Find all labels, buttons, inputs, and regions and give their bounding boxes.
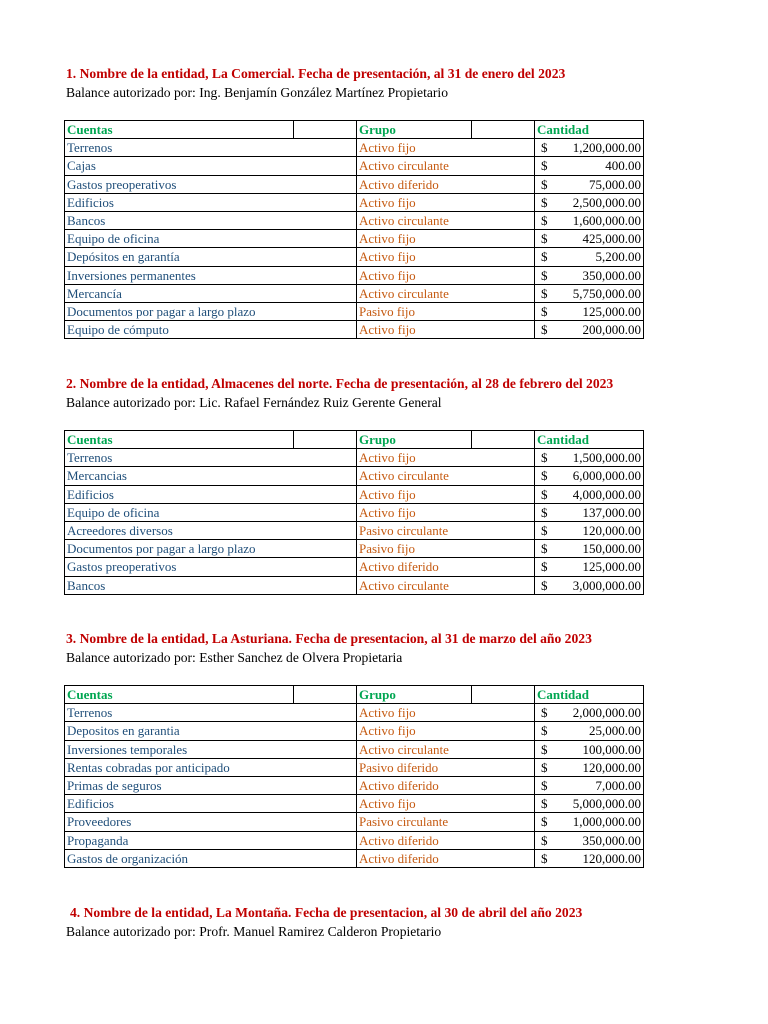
balance-table bbox=[64, 430, 644, 595]
grupo-cell: Activo fijo bbox=[357, 449, 535, 467]
cantidad-cell bbox=[535, 722, 644, 740]
amount-value: 120,000.00 bbox=[582, 850, 641, 866]
cantidad-cell bbox=[535, 248, 644, 266]
cantidad-cell bbox=[535, 558, 644, 576]
grupo-cell: Activo fijo bbox=[357, 485, 535, 503]
amount-value: 425,000.00 bbox=[582, 231, 641, 247]
amount-value: 5,000,000.00 bbox=[572, 796, 641, 812]
header-cantidad: Cantidad bbox=[535, 121, 644, 139]
cuenta-cell: Edificios bbox=[65, 193, 357, 211]
currency-symbol: $ bbox=[541, 285, 548, 301]
cuenta-cell: Terrenos bbox=[65, 449, 357, 467]
cantidad-cell bbox=[535, 540, 644, 558]
amount-value: 5,750,000.00 bbox=[572, 285, 641, 301]
currency-symbol: $ bbox=[541, 723, 548, 739]
header-cuentas: Cuentas bbox=[65, 121, 294, 139]
cuenta-cell: Gastos preoperativos bbox=[65, 175, 357, 193]
grupo-cell: Activo fijo bbox=[357, 230, 535, 248]
grupo-cell: Activo fijo bbox=[357, 193, 535, 211]
table-row bbox=[65, 175, 644, 193]
cantidad-cell bbox=[535, 776, 644, 794]
grupo-cell: Activo fijo bbox=[357, 722, 535, 740]
table-row bbox=[65, 740, 644, 758]
grupo-cell: Activo diferido bbox=[357, 558, 535, 576]
currency-symbol: $ bbox=[541, 778, 548, 794]
table-header-row bbox=[65, 686, 644, 704]
cuenta-cell: Terrenos bbox=[65, 139, 357, 157]
header-spacer bbox=[294, 121, 357, 139]
header-grupo: Grupo bbox=[357, 686, 472, 704]
cuenta-cell: Primas de seguros bbox=[65, 776, 357, 794]
table-row bbox=[65, 722, 644, 740]
amount-value: 350,000.00 bbox=[582, 832, 641, 848]
amount-value: 137,000.00 bbox=[582, 504, 641, 520]
entity-title: 3. Nombre de la entidad, La Asturiana. Fecha de presentacion, al 31 de marzo del año 2023 bbox=[66, 631, 592, 646]
table-row bbox=[65, 284, 644, 302]
balance-table bbox=[64, 120, 644, 339]
cantidad-cell bbox=[535, 175, 644, 193]
cuenta-cell: Mercancía bbox=[65, 284, 357, 302]
amount-value: 120,000.00 bbox=[582, 523, 641, 539]
table-row bbox=[65, 795, 644, 813]
amount-value: 25,000.00 bbox=[589, 723, 641, 739]
amount-value: 200,000.00 bbox=[582, 322, 641, 338]
grupo-cell: Activo circulante bbox=[357, 284, 535, 302]
cuenta-cell: Equipo de oficina bbox=[65, 230, 357, 248]
table-row bbox=[65, 230, 644, 248]
table-row bbox=[65, 449, 644, 467]
cantidad-cell bbox=[535, 831, 644, 849]
currency-symbol: $ bbox=[541, 486, 548, 502]
grupo-cell: Pasivo fijo bbox=[357, 540, 535, 558]
grupo-cell: Activo fijo bbox=[357, 266, 535, 284]
cantidad-cell bbox=[535, 521, 644, 539]
table-row bbox=[65, 248, 644, 266]
cantidad-cell bbox=[535, 157, 644, 175]
grupo-cell: Activo fijo bbox=[357, 139, 535, 157]
currency-symbol: $ bbox=[541, 850, 548, 866]
amount-value: 75,000.00 bbox=[589, 176, 641, 192]
cantidad-cell bbox=[535, 795, 644, 813]
grupo-cell: Pasivo circulante bbox=[357, 813, 535, 831]
authorized-by: Balance autorizado por: Esther Sanchez de Olvera Propietaria bbox=[66, 650, 403, 665]
grupo-cell: Activo diferido bbox=[357, 849, 535, 867]
entity-title: 4. Nombre de la entidad, La Montaña. Fecha de presentacion, al 30 de abril del año 2023 bbox=[70, 905, 583, 920]
currency-symbol: $ bbox=[541, 213, 548, 229]
currency-symbol: $ bbox=[541, 814, 548, 830]
balance-table bbox=[64, 685, 644, 868]
grupo-cell: Activo circulante bbox=[357, 576, 535, 594]
grupo-cell: Activo circulante bbox=[357, 740, 535, 758]
header-grupo: Grupo bbox=[357, 431, 472, 449]
cantidad-cell bbox=[535, 266, 644, 284]
table-row bbox=[65, 813, 644, 831]
header-cuentas: Cuentas bbox=[65, 686, 294, 704]
amount-value: 400.00 bbox=[605, 158, 641, 174]
table-row bbox=[65, 503, 644, 521]
cantidad-cell bbox=[535, 740, 644, 758]
header-cantidad: Cantidad bbox=[535, 686, 644, 704]
cuenta-cell: Edificios bbox=[65, 485, 357, 503]
amount-value: 1,600,000.00 bbox=[572, 213, 641, 229]
amount-value: 2,000,000.00 bbox=[572, 705, 641, 721]
grupo-cell: Pasivo fijo bbox=[357, 302, 535, 320]
header-cuentas: Cuentas bbox=[65, 431, 294, 449]
header-spacer bbox=[472, 121, 535, 139]
cuenta-cell: Bancos bbox=[65, 576, 357, 594]
currency-symbol: $ bbox=[541, 158, 548, 174]
cuenta-cell: Edificios bbox=[65, 795, 357, 813]
currency-symbol: $ bbox=[541, 468, 548, 484]
cantidad-cell bbox=[535, 193, 644, 211]
currency-symbol: $ bbox=[541, 541, 548, 557]
header-spacer bbox=[472, 686, 535, 704]
table-header-row bbox=[65, 121, 644, 139]
header-spacer bbox=[472, 431, 535, 449]
grupo-cell: Pasivo diferido bbox=[357, 758, 535, 776]
amount-value: 100,000.00 bbox=[582, 741, 641, 757]
currency-symbol: $ bbox=[541, 176, 548, 192]
cuenta-cell: Propaganda bbox=[65, 831, 357, 849]
header-spacer bbox=[294, 431, 357, 449]
table-row bbox=[65, 467, 644, 485]
cuenta-cell: Bancos bbox=[65, 211, 357, 229]
amount-value: 125,000.00 bbox=[582, 303, 641, 319]
currency-symbol: $ bbox=[541, 322, 548, 338]
table-row bbox=[65, 521, 644, 539]
cantidad-cell bbox=[535, 139, 644, 157]
grupo-cell: Pasivo circulante bbox=[357, 521, 535, 539]
cantidad-cell bbox=[535, 503, 644, 521]
currency-symbol: $ bbox=[541, 559, 548, 575]
currency-symbol: $ bbox=[541, 759, 548, 775]
currency-symbol: $ bbox=[541, 705, 548, 721]
table-row bbox=[65, 540, 644, 558]
cuenta-cell: Inversiones temporales bbox=[65, 740, 357, 758]
grupo-cell: Activo circulante bbox=[357, 467, 535, 485]
header-grupo: Grupo bbox=[357, 121, 472, 139]
table-row bbox=[65, 321, 644, 339]
cuenta-cell: Cajas bbox=[65, 157, 357, 175]
cantidad-cell bbox=[535, 467, 644, 485]
authorized-by: Balance autorizado por: Lic. Rafael Fernández Ruiz Gerente General bbox=[66, 395, 442, 410]
cantidad-cell bbox=[535, 211, 644, 229]
currency-symbol: $ bbox=[541, 450, 548, 466]
currency-symbol: $ bbox=[541, 832, 548, 848]
amount-value: 5,200.00 bbox=[595, 249, 641, 265]
cantidad-cell bbox=[535, 230, 644, 248]
currency-symbol: $ bbox=[541, 504, 548, 520]
cuenta-cell: Proveedores bbox=[65, 813, 357, 831]
currency-symbol: $ bbox=[541, 249, 548, 265]
grupo-cell: Activo fijo bbox=[357, 704, 535, 722]
cuenta-cell: Equipo de oficina bbox=[65, 503, 357, 521]
amount-value: 1,000,000.00 bbox=[572, 814, 641, 830]
currency-symbol: $ bbox=[541, 796, 548, 812]
amount-value: 350,000.00 bbox=[582, 267, 641, 283]
cuenta-cell: Inversiones permanentes bbox=[65, 266, 357, 284]
table-row bbox=[65, 558, 644, 576]
entity-title: 2. Nombre de la entidad, Almacenes del norte. Fecha de presentación, al 28 de febrero del 2023 bbox=[66, 376, 614, 391]
cantidad-cell bbox=[535, 449, 644, 467]
currency-symbol: $ bbox=[541, 140, 548, 156]
cuenta-cell: Depositos en garantia bbox=[65, 722, 357, 740]
cantidad-cell bbox=[535, 849, 644, 867]
currency-symbol: $ bbox=[541, 194, 548, 210]
grupo-cell: Activo fijo bbox=[357, 503, 535, 521]
amount-value: 1,200,000.00 bbox=[572, 140, 641, 156]
grupo-cell: Activo diferido bbox=[357, 175, 535, 193]
cantidad-cell bbox=[535, 321, 644, 339]
currency-symbol: $ bbox=[541, 231, 548, 247]
amount-value: 6,000,000.00 bbox=[572, 468, 641, 484]
cantidad-cell bbox=[535, 813, 644, 831]
grupo-cell: Activo diferido bbox=[357, 831, 535, 849]
cantidad-cell bbox=[535, 485, 644, 503]
table-row bbox=[65, 157, 644, 175]
cuenta-cell: Terrenos bbox=[65, 704, 357, 722]
table-row bbox=[65, 831, 644, 849]
cuenta-cell: Gastos preoperativos bbox=[65, 558, 357, 576]
authorized-by: Balance autorizado por: Profr. Manuel Ramirez Calderon Propietario bbox=[66, 924, 442, 939]
cantidad-cell bbox=[535, 302, 644, 320]
table-row bbox=[65, 211, 644, 229]
currency-symbol: $ bbox=[541, 577, 548, 593]
table-row bbox=[65, 849, 644, 867]
table-row bbox=[65, 485, 644, 503]
amount-value: 7,000.00 bbox=[595, 778, 641, 794]
table-row bbox=[65, 266, 644, 284]
header-spacer bbox=[294, 686, 357, 704]
grupo-cell: Activo fijo bbox=[357, 248, 535, 266]
header-cantidad: Cantidad bbox=[535, 431, 644, 449]
cantidad-cell bbox=[535, 284, 644, 302]
authorized-by: Balance autorizado por: Ing. Benjamín González Martínez Propietario bbox=[66, 85, 448, 100]
table-row bbox=[65, 704, 644, 722]
amount-value: 125,000.00 bbox=[582, 559, 641, 575]
amount-value: 150,000.00 bbox=[582, 541, 641, 557]
table-row bbox=[65, 776, 644, 794]
amount-value: 120,000.00 bbox=[582, 759, 641, 775]
amount-value: 1,500,000.00 bbox=[572, 450, 641, 466]
cuenta-cell: Rentas cobradas por anticipado bbox=[65, 758, 357, 776]
currency-symbol: $ bbox=[541, 741, 548, 757]
currency-symbol: $ bbox=[541, 523, 548, 539]
amount-value: 4,000,000.00 bbox=[572, 486, 641, 502]
table-row bbox=[65, 576, 644, 594]
cuenta-cell: Mercancias bbox=[65, 467, 357, 485]
amount-value: 2,500,000.00 bbox=[572, 194, 641, 210]
table-row bbox=[65, 758, 644, 776]
currency-symbol: $ bbox=[541, 267, 548, 283]
table-header-row bbox=[65, 431, 644, 449]
table-row bbox=[65, 193, 644, 211]
currency-symbol: $ bbox=[541, 303, 548, 319]
cuenta-cell: Documentos por pagar a largo plazo bbox=[65, 540, 357, 558]
table-row bbox=[65, 302, 644, 320]
grupo-cell: Activo fijo bbox=[357, 321, 535, 339]
grupo-cell: Activo circulante bbox=[357, 157, 535, 175]
cuenta-cell: Documentos por pagar a largo plazo bbox=[65, 302, 357, 320]
cantidad-cell bbox=[535, 704, 644, 722]
cuenta-cell: Acreedores diversos bbox=[65, 521, 357, 539]
table-row bbox=[65, 139, 644, 157]
cuenta-cell: Gastos de organización bbox=[65, 849, 357, 867]
grupo-cell: Activo diferido bbox=[357, 776, 535, 794]
entity-title: 1. Nombre de la entidad, La Comercial. Fecha de presentación, al 31 de enero del 2023 bbox=[66, 66, 566, 81]
amount-value: 3,000,000.00 bbox=[572, 577, 641, 593]
cuenta-cell: Depósitos en garantía bbox=[65, 248, 357, 266]
cantidad-cell bbox=[535, 576, 644, 594]
cuenta-cell: Equipo de cómputo bbox=[65, 321, 357, 339]
grupo-cell: Activo circulante bbox=[357, 211, 535, 229]
cantidad-cell bbox=[535, 758, 644, 776]
grupo-cell: Activo fijo bbox=[357, 795, 535, 813]
